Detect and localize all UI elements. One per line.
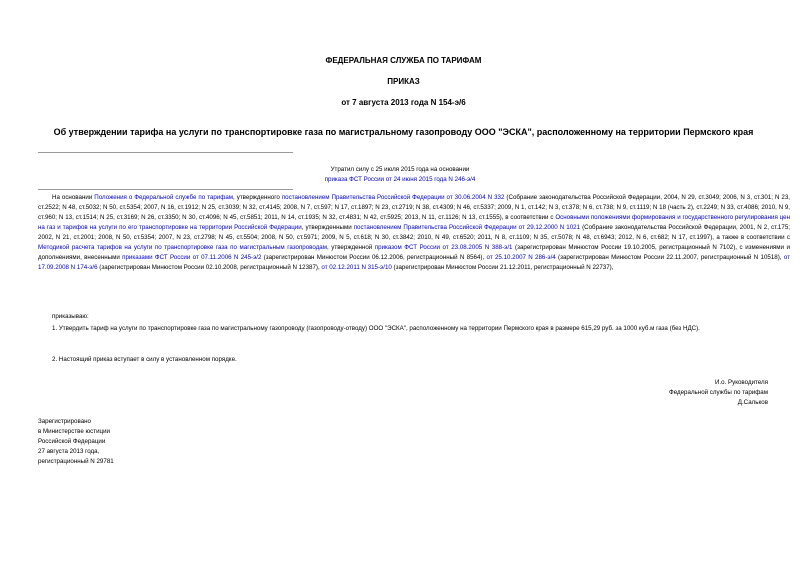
status-note [300, 165, 500, 185]
signature-block [669, 378, 768, 408]
text: , утвержденными [301, 224, 354, 231]
text: , утвержденного [233, 194, 282, 201]
link-tariff-methodology[interactable]: Методикой расчета тарифов на услуги по транспортировке газа по магистральным газопроводам [38, 244, 328, 251]
order-item-1: 1. Утвердить тариф на услуги по транспортировке газа по магистральному газопроводу (газопроводу-отводу) ООО "ЭСКА", расположенному на территории Пермского края в размере 615,29 руб. за 1000 куб.м газа (без НДС). [52, 325, 700, 332]
link-order-245[interactable]: приказами ФСТ России от 07.11.2006 N 245-э/2 [122, 254, 262, 261]
link-order-286[interactable]: от 25.10.2007 N 286-э/4 [486, 254, 556, 261]
text: (зарегистрирован Минюстом России 21.12.2011, регистрационный N 22737), [391, 264, 614, 271]
text: (зарегистрирован Минюстом России 22.11.2007, регистрационный N 10518), [555, 254, 784, 261]
orders-label: приказываю: [52, 313, 89, 320]
signature-organization: Федеральной службы по тарифам [669, 389, 768, 396]
registration-line: Зарегистрировано [38, 418, 91, 425]
link-gas-pricing-provisions[interactable]: Основными положениями формирования и государственного регулирования цен на газ и тарифов на услуги по его транспортировке на территории Российской Федерации [38, 214, 790, 231]
order-item-2: 2. Настоящий приказ вступает в силу в установленном порядке. [52, 356, 237, 363]
doc-date-number: от 7 августа 2013 года N 154-э/6 [341, 98, 466, 107]
registration-date: 27 августа 2013 года, [38, 448, 100, 455]
text: (зарегистрирован Минюстом России 06.12.2006, регистрационный N 8564), [261, 254, 487, 261]
text: (Собрание законодательства Российской Федерации, 2001, N 2, ст.175; 2002, N 21, ст.2001; 2008, N 50, ст.5354; 2007, N 23, ст.2798; N 45, ст.5504; 2008, N 50, ст.5971; 2009, N 5, ст.618; N 30, ст.3842; 2010, N 49, ст.6520; 2011, N 8, ст.1109; N 35, ст.5078; N 48, ст.6943; 2012, N 6, ст.682; N 17, ст.1997), а также в соответствии с [38, 224, 790, 241]
link-fst-regulation[interactable]: Положения о Федеральной службе по тарифам [94, 194, 234, 201]
text: На основании [52, 194, 95, 201]
divider-bottom [38, 189, 293, 190]
agency-name: ФЕДЕРАЛЬНАЯ СЛУЖБА ПО ТАРИФАМ [325, 56, 482, 65]
link-decree-1021[interactable]: постановлением Правительства Российской Федерации от 29.12.2000 N 1021 [353, 224, 581, 231]
text: , утвержденной [327, 244, 375, 251]
link-order-174[interactable]: от 17.09.2008 N 174-э/6 [38, 254, 790, 271]
registration-number: регистрационный N 29781 [38, 458, 114, 465]
doc-type: ПРИКАЗ [387, 77, 420, 86]
text: (зарегистрирован Минюстом России 02.10.2008, регистрационный N 12387), [97, 264, 322, 271]
page-title: Об утверждении тарифа на услуги по транспортировке газа по магистральному газопроводу ООО "ЭСКА", расположенному на территории Пермского края [53, 127, 754, 137]
signature-name: Д.Сальков [737, 399, 768, 406]
link-decree-332[interactable]: постановлением Правительства Российской Федерации от 30.06.2004 N 332 [281, 194, 505, 201]
text: (зарегистрирован Минюстом России 19.10.2005, регистрационный N 7102), с изменениями и дополнениями, внесенными [38, 244, 790, 261]
signature-position: И.о. Руководителя [714, 379, 768, 386]
status-text: Утратил силу с 25 июля 2015 года на основании [330, 166, 470, 173]
link-order-388[interactable]: приказом ФСТ России от 23.08.2005 N 388-э/1 [374, 244, 513, 251]
registration-block [38, 417, 114, 467]
registration-line: Российской Федерации [38, 438, 106, 445]
divider-top [38, 152, 293, 153]
basis-paragraph [38, 193, 790, 273]
text: (Собрание законодательства Российской Федерации, 2004, N 29, ст.3049; 2006, N 3, ст.301; N 23, ст.2522; N 48, ст.5032; N 50, ст.5354; 2007, N 16, ст.1912; N 25, ст.3039; N 32, ст.4145; 2008, N 7, ст.597; N 17, ст.1897; N 23, ст.2719; N 38, ст.4309; N 46, ст.5337; 2009, N 1, ст.142; N 3, ст.378; N 6, ст.738; N 9, ст.1119; N 18 (часть 2), ст.2249; N 33, ст.4086; 2010, N 9, ст.960; N 13, ст.1514; N 25, ст.3169; N 26, ст.3350; N 30, ст.4096; N 45, ст.5851; 2011, N 14, ст.1935; N 32, ст.4831; N 42, ст.5925; 2013, N 11, ст.1126; N 13, ст.1555), в соответствии с [38, 194, 791, 221]
status-link[interactable]: приказа ФСТ России от 24 июня 2015 года N 246-э/4 [324, 176, 476, 183]
link-order-315[interactable]: от 02.12.2011 N 315-э/10 [321, 264, 392, 271]
registration-line: в Министерстве юстиции [38, 428, 111, 435]
